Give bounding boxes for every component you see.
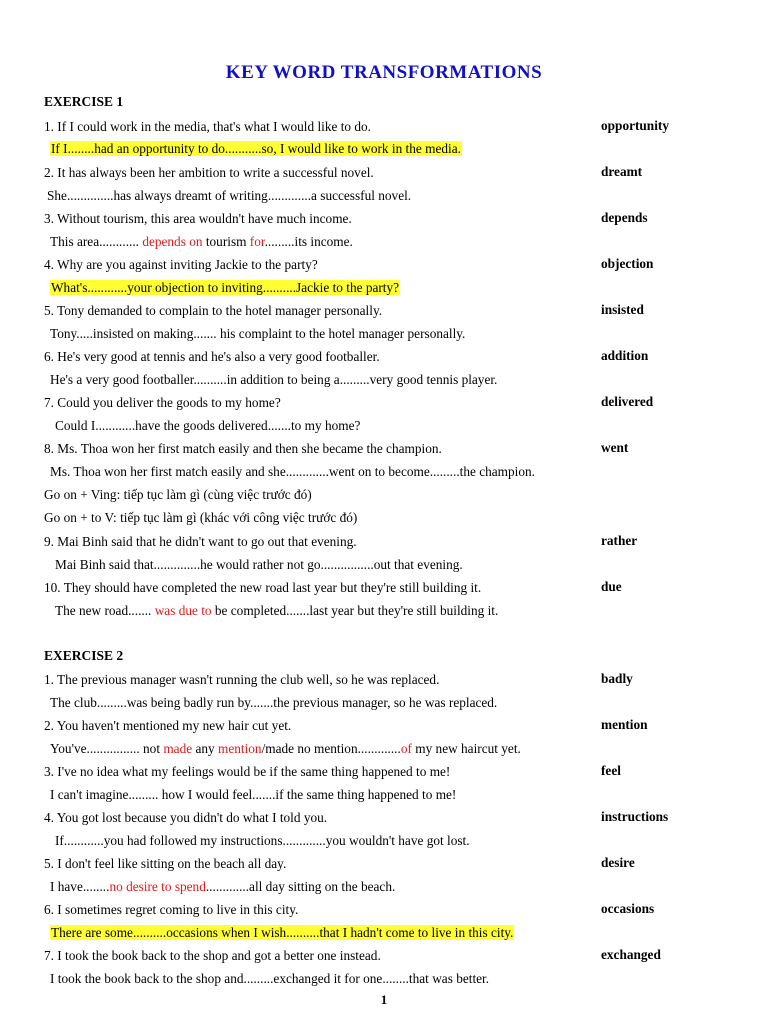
ex2-kw7: exchanged (601, 947, 661, 962)
answer-key-red: depends on (142, 234, 203, 249)
ex1-q5: 5. Tony demanded to complain to the hotel manager personally. (44, 303, 383, 318)
ex2-a5 (50, 878, 395, 895)
ex1-a7: Could I............have the goods delivered.......to my home? (55, 418, 361, 433)
ex2-kw5: desire (601, 855, 635, 870)
ex2-q7: 7. I took the book back to the shop and got a better one instead. (44, 948, 381, 963)
grammar-note-2: Go on + to V: tiếp tục làm gì (khác với công việc trước đó) (44, 510, 358, 525)
answer-key-red: for (249, 234, 265, 249)
ex2-a1: The club.........was being badly run by.......the previous manager, so he was replaced. (50, 695, 498, 710)
ex1-a8: Ms. Thoa won her first match easily and she.............went on to become.........the champion. (50, 464, 535, 479)
exercise-1-heading: EXERCISE 1 (44, 94, 124, 109)
ex2-q3: 3. I've no idea what my feelings would be if the same thing happened to me! (44, 764, 451, 779)
ex2-kw2: mention (601, 717, 648, 732)
ex1-a1 (50, 140, 462, 157)
highlighted-answer: There are some..........occasions when I wish..........that I hadn't come to live in this city. (51, 925, 514, 940)
ex2-kw1: badly (601, 671, 633, 686)
ex1-q8: 8. Ms. Thoa won her first match easily and then she became the champion. (44, 441, 442, 456)
ex1-a5: Tony.....insisted on making....... his complaint to the hotel manager personally. (50, 326, 466, 341)
ex2-q4: 4. You got lost because you didn't do what I told you. (44, 810, 328, 825)
ex1-kw10: due (601, 579, 622, 594)
answer-key-red: was due to (154, 603, 212, 618)
answer-key-red: no desire to spend (109, 879, 206, 894)
ex1-a3 (50, 233, 353, 250)
ex1-kw9: rather (601, 533, 638, 548)
answer-text: This area............ (50, 234, 143, 249)
ex1-kw2: dreamt (601, 164, 643, 179)
answer-text: .............all day sitting on the beach. (205, 879, 396, 894)
highlighted-answer: What's............your objection to inviting..........Jackie to the party? (51, 280, 400, 295)
ex2-q1: 1. The previous manager wasn't running the club well, so he was replaced. (44, 672, 440, 687)
ex2-a2 (50, 740, 521, 757)
ex2-a7: I took the book back to the shop and.........exchanged it for one........that was better. (50, 971, 490, 986)
answer-text: any (192, 741, 218, 756)
ex1-kw7: delivered (601, 394, 654, 409)
answer-text: You've................ not (50, 741, 164, 756)
answer-text: .........its income. (264, 234, 353, 249)
answer-key-red: mention (218, 741, 262, 756)
ex1-a10 (55, 602, 498, 619)
ex1-q2: 2. It has always been her ambition to write a successful novel. (44, 165, 374, 180)
ex1-a2: She..............has always dreamt of writing.............a successful novel. (47, 188, 412, 203)
exercise-2-heading: EXERCISE 2 (44, 648, 124, 663)
ex1-q1: 1. If I could work in the media, that's what I would like to do. (44, 119, 371, 134)
ex1-q9: 9. Mai Binh said that he didn't want to go out that evening. (44, 534, 357, 549)
page-title: KEY WORD TRANSFORMATIONS (225, 62, 543, 83)
answer-text: be completed.......last year but they're still building it. (211, 603, 499, 618)
ex2-kw4: instructions (601, 809, 669, 824)
answer-text: tourism (202, 234, 250, 249)
ex1-a9: Mai Binh said that..............he would rather not go................out that evening. (55, 557, 463, 572)
ex2-kw3: feel (601, 763, 621, 778)
ex1-kw6: addition (601, 348, 649, 363)
ex2-a3: I can't imagine......... how I would feel.......if the same thing happened to me! (50, 787, 457, 802)
ex2-q6: 6. I sometimes regret coming to live in this city. (44, 902, 299, 917)
answer-text: The new road....... (55, 603, 155, 618)
ex1-a6: He's a very good footballer..........in addition to being a.........very good tennis player. (50, 372, 498, 387)
ex2-kw6: occasions (601, 901, 655, 916)
ex1-kw5: insisted (601, 302, 644, 317)
ex1-kw4: objection (601, 256, 654, 271)
ex1-kw3: depends (601, 210, 648, 225)
answer-key-red: made (163, 741, 193, 756)
ex1-q6: 6. He's very good at tennis and he's also a very good footballer. (44, 349, 380, 364)
ex1-q7: 7. Could you deliver the goods to my home? (44, 395, 281, 410)
page-number: 1 (380, 992, 388, 1007)
answer-key-red: of (400, 741, 412, 756)
ex2-q5: 5. I don't feel like sitting on the beach all day. (44, 856, 287, 871)
ex2-q2: 2. You haven't mentioned my new hair cut yet. (44, 718, 292, 733)
answer-text: I have........ (50, 879, 110, 894)
ex1-a4 (50, 279, 400, 296)
ex1-kw1: opportunity (601, 118, 669, 133)
ex1-q3: 3. Without tourism, this area wouldn't have much income. (44, 211, 352, 226)
ex1-q10: 10. They should have completed the new road last year but they're still building it. (44, 580, 482, 595)
answer-text: /made no mention............. (261, 741, 401, 756)
highlighted-answer: If I........had an opportunity to do...........so, I would like to work in the media. (51, 141, 461, 156)
answer-text: my new haircut yet. (411, 741, 521, 756)
grammar-note-1: Go on + Ving: tiếp tục làm gì (cùng việc trước đó) (44, 487, 312, 502)
ex2-a6 (50, 924, 514, 941)
ex1-q4: 4. Why are you against inviting Jackie to the party? (44, 257, 318, 272)
ex1-kw8: went (601, 440, 629, 455)
ex2-a4: If............you had followed my instructions.............you wouldn't have got lost. (55, 833, 470, 848)
